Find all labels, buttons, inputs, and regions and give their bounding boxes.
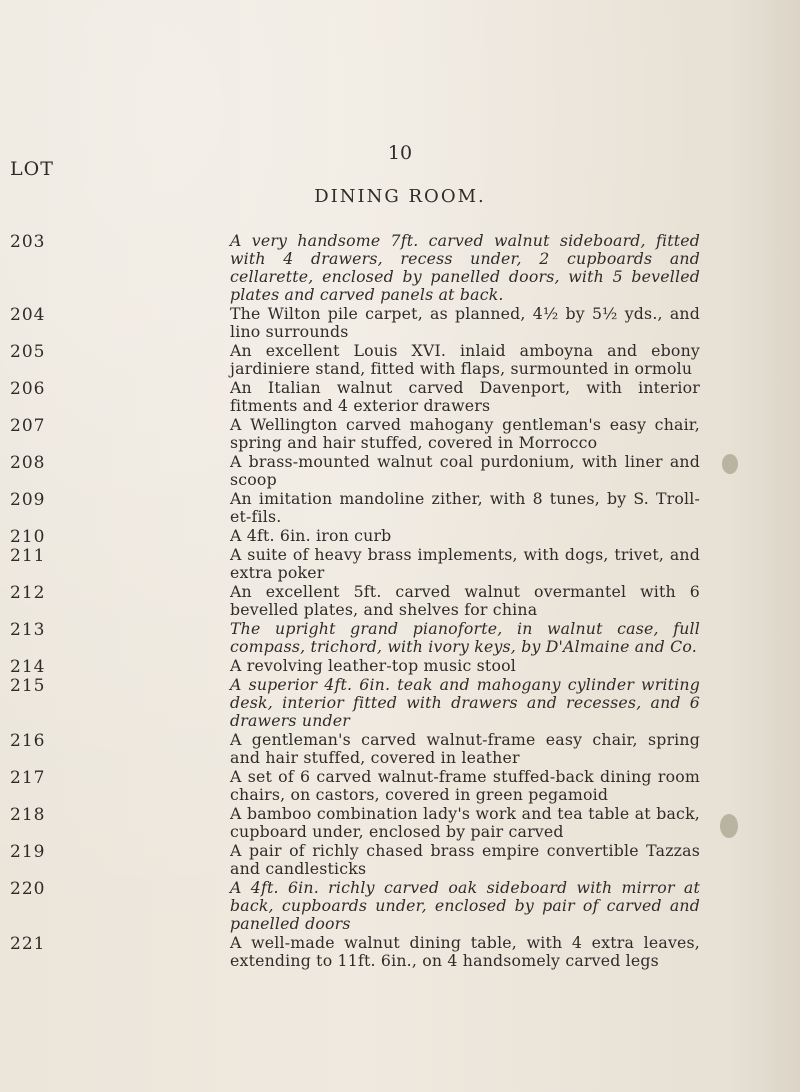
ink-spot	[722, 454, 738, 474]
lot-description: A 4ft. 6in. richly carved oak sideboard with mirror at back, cupboards under, enclosed by pair of carved and panelled doors	[230, 878, 700, 933]
lot-description: A pair of richly chased brass empire convertible Tazzas and candlesticks	[230, 841, 700, 878]
lot-description: A superior 4ft. 6in. teak and mahogany cylinder writing desk, interior fitted with drawers and recesses, and 6 drawers under	[230, 675, 700, 730]
lot-number: 204	[10, 305, 46, 325]
lot-column-heading: LOT	[10, 158, 54, 180]
lot-number: 211	[10, 546, 46, 566]
lot-number: 219	[10, 842, 46, 862]
lot-number: 215	[10, 676, 46, 696]
page-number: 10	[387, 142, 413, 164]
lot-number: 210	[10, 527, 46, 547]
lot-description: A 4ft. 6in. iron curb	[230, 526, 392, 545]
lot-description: A very handsome 7ft. carved walnut sideboard, fitted with 4 drawers, recess under, 2 cupboards and cellarette, enclosed by panelled doors, with 5 bevelled plates and carved panels at back.	[230, 231, 700, 304]
lot-number: 213	[10, 620, 46, 640]
lot-description: An excellent Louis XVI. inlaid amboyna and ebony jardiniere stand, fitted with flaps, surmounted in ormolu	[230, 341, 700, 378]
lot-description: A Wellington carved mahogany gentleman's easy chair, spring and hair stuffed, covered in Morrocco	[230, 415, 700, 452]
lot-number: 205	[10, 342, 46, 362]
lot-description: A well-made walnut dining table, with 4 extra leaves, extending to 11ft. 6in., on 4 handsomely carved legs	[230, 933, 700, 970]
lot-description: The Wilton pile carpet, as planned, 4½ by 5½ yds., and lino surrounds	[230, 304, 700, 341]
lot-number: 212	[10, 583, 46, 603]
lot-number: 209	[10, 490, 46, 510]
lot-description: The upright grand pianoforte, in walnut case, full compass, trichord, with ivory keys, by D'Almaine and Co.	[230, 619, 700, 656]
lot-number: 221	[10, 934, 46, 954]
lot-description: A bamboo combination lady's work and tea table at back, cupboard under, enclosed by pair carved	[230, 804, 700, 841]
lot-number: 203	[10, 232, 46, 252]
lot-number: 217	[10, 768, 46, 788]
lot-number: 218	[10, 805, 46, 825]
section-title: DINING ROOM.	[314, 186, 486, 207]
lot-number: 220	[10, 879, 46, 899]
ink-spot	[720, 814, 738, 838]
lot-description: An excellent 5ft. carved walnut overmantel with 6 bevelled plates, and shelves for china	[230, 582, 700, 619]
lot-number: 208	[10, 453, 46, 473]
lot-description: An imitation mandoline zither, with 8 tunes, by S. Troll-et-fils.	[230, 489, 700, 526]
lot-number: 216	[10, 731, 46, 751]
lot-number: 214	[10, 657, 46, 677]
lot-description: A gentleman's carved walnut-frame easy chair, spring and hair stuffed, covered in leather	[230, 730, 700, 767]
lot-description: A suite of heavy brass implements, with dogs, trivet, and extra poker	[230, 545, 700, 582]
lot-description: A set of 6 carved walnut-frame stuffed-back dining room chairs, on castors, covered in green pegamoid	[230, 767, 700, 804]
lot-description: An Italian walnut carved Davenport, with interior fitments and 4 exterior drawers	[230, 378, 700, 415]
lot-number: 207	[10, 416, 46, 436]
lot-description: A brass-mounted walnut coal purdonium, with liner and scoop	[230, 452, 700, 489]
lot-number: 206	[10, 379, 46, 399]
lot-description: A revolving leather-top music stool	[230, 656, 516, 675]
